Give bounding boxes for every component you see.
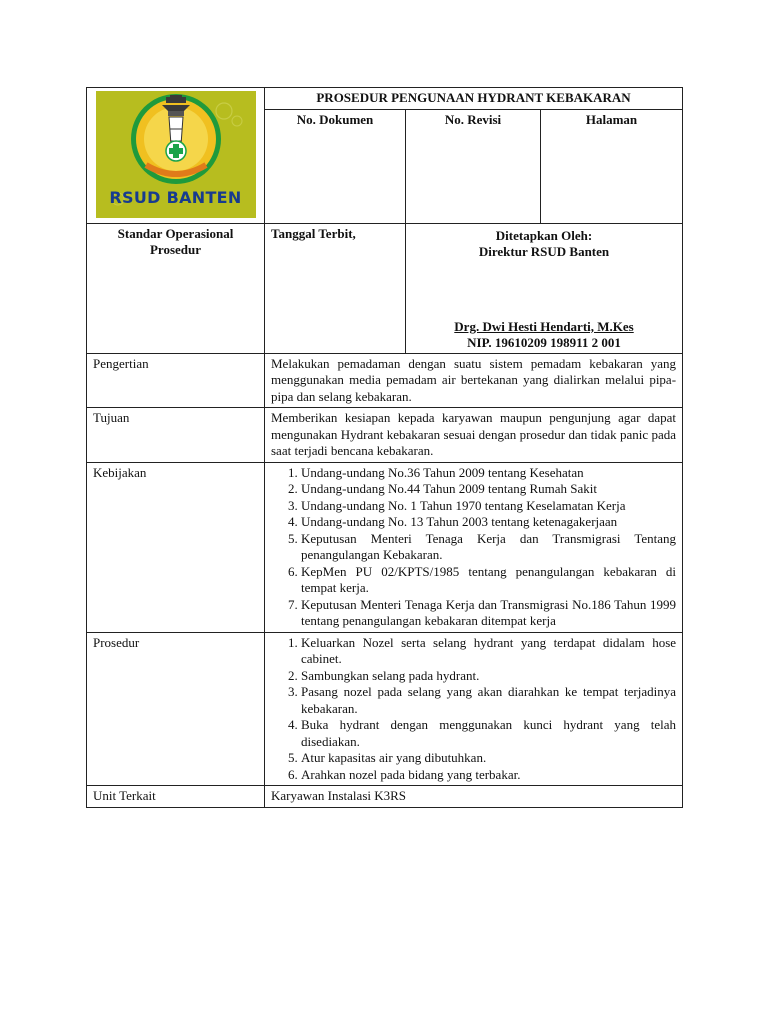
list-item: 2. Undang-undang No.44 Tahun 2009 tentang Rumah Sakit bbox=[301, 481, 676, 498]
no-dokumen-label: No. Dokumen bbox=[265, 109, 406, 223]
halaman-label: Halaman bbox=[541, 109, 683, 223]
list-item: 7. Keputusan Menteri Tenaga Kerja dan Transmigrasi No.186 Tahun 1999 tentang penangulangan kebakaran ditempat kerja bbox=[301, 597, 676, 630]
list-item: 3. Undang-undang No. 1 Tahun 1970 tentang Keselamatan Kerja bbox=[301, 498, 676, 515]
pengertian-text: Melakukan pemadaman dengan suatu sistem pemadam kebakaran yang menggunakan media pemadam air bertekanan yang dialirkan melalui pipa-pipa dan selang kebakaran. bbox=[265, 353, 683, 408]
logo-text: RSUD BANTEN bbox=[109, 188, 242, 207]
tujuan-text: Memberikan kesiapan kepada karyawan maupun pengunjung agar dapat mengunakan Hydrant kebakaran sesuai dengan prosedur dan tidak panic pada saat terjadi bencana kebakaran. bbox=[265, 408, 683, 463]
logo-cell bbox=[87, 88, 265, 224]
list-item: 1. Undang-undang No.36 Tahun 2009 tentang Kesehatan bbox=[301, 465, 676, 482]
kebijakan-content bbox=[265, 462, 683, 632]
document-title: PROSEDUR PENGUNAAN HYDRANT KEBAKARAN bbox=[265, 88, 683, 110]
prosedur-label: Prosedur bbox=[87, 632, 265, 786]
prosedur-list bbox=[271, 635, 676, 784]
list-item: 5. Keputusan Menteri Tenaga Kerja dan Transmigrasi Tentang penangulangan Kebakaran. bbox=[301, 531, 676, 564]
ditetapkan-direktur: Direktur RSUD Banten bbox=[478, 244, 610, 259]
ditetapkan-oleh-label: Ditetapkan Oleh: bbox=[495, 227, 593, 243]
signatory-nip: NIP. 19610209 198911 2 001 bbox=[467, 335, 621, 350]
list-item: 3. Pasang nozel pada selang yang akan diarahkan ke tempat terjadinya kebakaran. bbox=[301, 684, 676, 717]
sop-document-table bbox=[86, 87, 683, 808]
rsud-banten-logo bbox=[96, 91, 256, 218]
sop-label bbox=[87, 223, 265, 353]
signature-cell bbox=[406, 223, 683, 353]
list-item: 4. Buka hydrant dengan menggunakan kunci hydrant yang telah disediakan. bbox=[301, 717, 676, 750]
prosedur-content bbox=[265, 632, 683, 786]
list-item: 1. Keluarkan Nozel serta selang hydrant yang terdapat didalam hose cabinet. bbox=[301, 635, 676, 668]
tanggal-terbit-label: Tanggal Terbit, bbox=[265, 223, 406, 353]
pengertian-label: Pengertian bbox=[87, 353, 265, 408]
kebijakan-list bbox=[271, 465, 676, 630]
sop-label-line1: Standar Operasional bbox=[117, 225, 234, 241]
list-item: 5. Atur kapasitas air yang dibutuhkan. bbox=[301, 750, 676, 767]
sop-label-line2: Prosedur bbox=[149, 242, 202, 257]
list-item: 6. KepMen PU 02/KPTS/1985 tentang penangulangan kebakaran di tempat kerja. bbox=[301, 564, 676, 597]
list-item: 2. Sambungkan selang pada hydrant. bbox=[301, 668, 676, 685]
no-revisi-label: No. Revisi bbox=[406, 109, 541, 223]
tujuan-label: Tujuan bbox=[87, 408, 265, 463]
list-item: 6. Arahkan nozel pada bidang yang terbakar. bbox=[301, 767, 676, 784]
list-item: 4. Undang-undang No. 13 Tahun 2003 tentang ketenagakerjaan bbox=[301, 514, 676, 531]
unit-terkait-text: Karyawan Instalasi K3RS bbox=[265, 786, 683, 808]
unit-terkait-label: Unit Terkait bbox=[87, 786, 265, 808]
kebijakan-label: Kebijakan bbox=[87, 462, 265, 632]
signatory-name: Drg. Dwi Hesti Hendarti, M.Kes bbox=[454, 318, 634, 334]
